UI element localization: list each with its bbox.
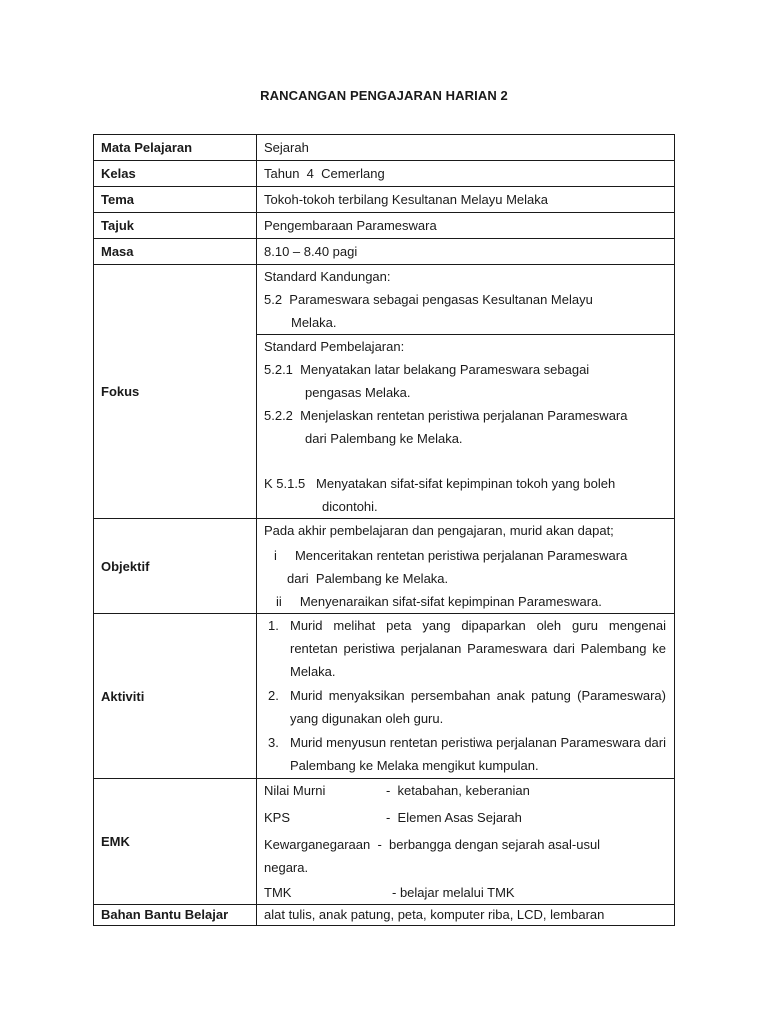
objektif-intro: Pada akhir pembelajaran dan pengajaran, murid akan dapat;: [264, 523, 614, 538]
emk-nilai-key: Nilai Murni: [264, 783, 326, 798]
row-masa: [94, 239, 675, 265]
row-kelas: [94, 161, 675, 187]
sp-item2-line2: dari Palembang ke Melaka.: [305, 431, 463, 446]
emk-nilai-murni: [264, 779, 666, 802]
standard-kandungan: [264, 265, 666, 334]
label-masa: Masa: [94, 239, 257, 265]
aktiviti-item-number: 3.: [268, 735, 279, 750]
row-mata-pelajaran: [94, 135, 675, 161]
aktiviti-item-text: Murid melihat peta yang dipaparkan oleh guru mengenai rentetan peristiwa perjalanan Parameswara dari Palembang ke Melaka.: [290, 618, 666, 679]
label-fokus: Fokus: [94, 265, 257, 519]
value-tema: Tokoh-tokoh terbilang Kesultanan Melayu Melaka: [257, 187, 675, 213]
label-tema: Tema: [94, 187, 257, 213]
label-bahan-bantu-belajar: Bahan Bantu Belajar: [94, 905, 257, 926]
list-item: [264, 614, 666, 683]
label-kelas: Kelas: [94, 161, 257, 187]
emk-kps: [264, 806, 666, 829]
sp-item3-line2: dicontohi.: [322, 499, 378, 514]
standard-pembelajaran: [257, 334, 674, 518]
value-kelas-text: Tahun 4 Cemerlang: [264, 166, 385, 181]
emk-kewarga-key: Kewarganegaraan: [264, 837, 371, 852]
emk-kewarga-cont: negara.: [264, 860, 309, 875]
row-tema: [94, 187, 675, 213]
objektif-item1-line1: i Menceritakan rentetan peristiwa perjalanan Parameswara: [274, 548, 628, 563]
aktiviti-item-number: 1.: [268, 618, 279, 633]
label-objektif: Objektif: [94, 519, 257, 614]
label-mata-pelajaran: Mata Pelajaran: [94, 135, 257, 161]
label-emk: EMK: [94, 779, 257, 905]
value-aktiviti: [257, 614, 675, 779]
emk-tmk-value: - belajar melalui TMK: [392, 885, 515, 900]
sp-item3-line1: K 5.1.5 Menyatakan sifat-sifat kepimpinan tokoh yang boleh: [264, 476, 616, 491]
emk-nilai-value: - ketabahan, keberanian: [386, 783, 530, 798]
emk-kps-value: - Elemen Asas Sejarah: [386, 810, 522, 825]
document-title: RANCANGAN PENGAJARAN HARIAN 2: [260, 88, 508, 103]
aktiviti-item-number: 2.: [268, 688, 279, 703]
row-bahan-bantu-belajar: [94, 905, 675, 926]
sp-item1-line2: pengasas Melaka.: [305, 385, 411, 400]
sk-heading: Standard Kandungan:: [264, 269, 391, 284]
aktiviti-item-text: Murid menyusun rentetan peristiwa perjalanan Parameswara dari Palembang ke Melaka mengikut kumpulan.: [290, 735, 666, 773]
row-tajuk: [94, 213, 675, 239]
row-fokus: [94, 265, 675, 519]
fokus-gap: [264, 450, 666, 472]
value-bahan-bantu-belajar: alat tulis, anak patung, peta, komputer riba, LCD, lembaran: [257, 905, 675, 926]
emk-kewarganegaraan: [264, 833, 666, 856]
value-emk: [257, 779, 675, 905]
value-tajuk: Pengembaraan Parameswara: [257, 213, 675, 239]
value-masa: 8.10 – 8.40 pagi: [257, 239, 675, 265]
value-mata-pelajaran: Sejarah: [257, 135, 675, 161]
sp-heading: Standard Pembelajaran:: [264, 339, 405, 354]
value-fokus: [257, 265, 675, 519]
label-tajuk: Tajuk: [94, 213, 257, 239]
value-kelas: [257, 161, 675, 187]
sk-line1: 5.2 Parameswara sebagai pengasas Kesultanan Melayu: [264, 292, 593, 307]
objektif-item2: ii Menyenaraikan sifat-sifat kepimpinan Parameswara.: [276, 594, 602, 609]
list-item: [264, 731, 666, 777]
sk-line2: Melaka.: [291, 315, 337, 330]
value-objektif: [257, 519, 675, 614]
sp-item2-line1: 5.2.2 Menjelaskan rentetan peristiwa perjalanan Parameswara: [264, 408, 628, 423]
sp-item1-line1: 5.2.1 Menyatakan latar belakang Parameswara sebagai: [264, 362, 590, 377]
emk-kps-key: KPS: [264, 810, 291, 825]
lesson-plan-table: [93, 134, 675, 926]
row-aktiviti: [94, 614, 675, 779]
aktiviti-list: [264, 614, 666, 777]
emk-tmk-key: TMK: [264, 885, 292, 900]
row-emk: [94, 779, 675, 905]
label-aktiviti: Aktiviti: [94, 614, 257, 779]
row-objektif: [94, 519, 675, 614]
emk-tmk: [264, 881, 666, 904]
aktiviti-item-text: Murid menyaksikan persembahan anak patung (Parameswara) yang digunakan oleh guru.: [290, 688, 666, 726]
list-item: [264, 684, 666, 730]
objektif-item1-line2: dari Palembang ke Melaka.: [287, 571, 449, 586]
emk-kewarga-value: - berbangga dengan sejarah asal-usul: [370, 837, 601, 852]
